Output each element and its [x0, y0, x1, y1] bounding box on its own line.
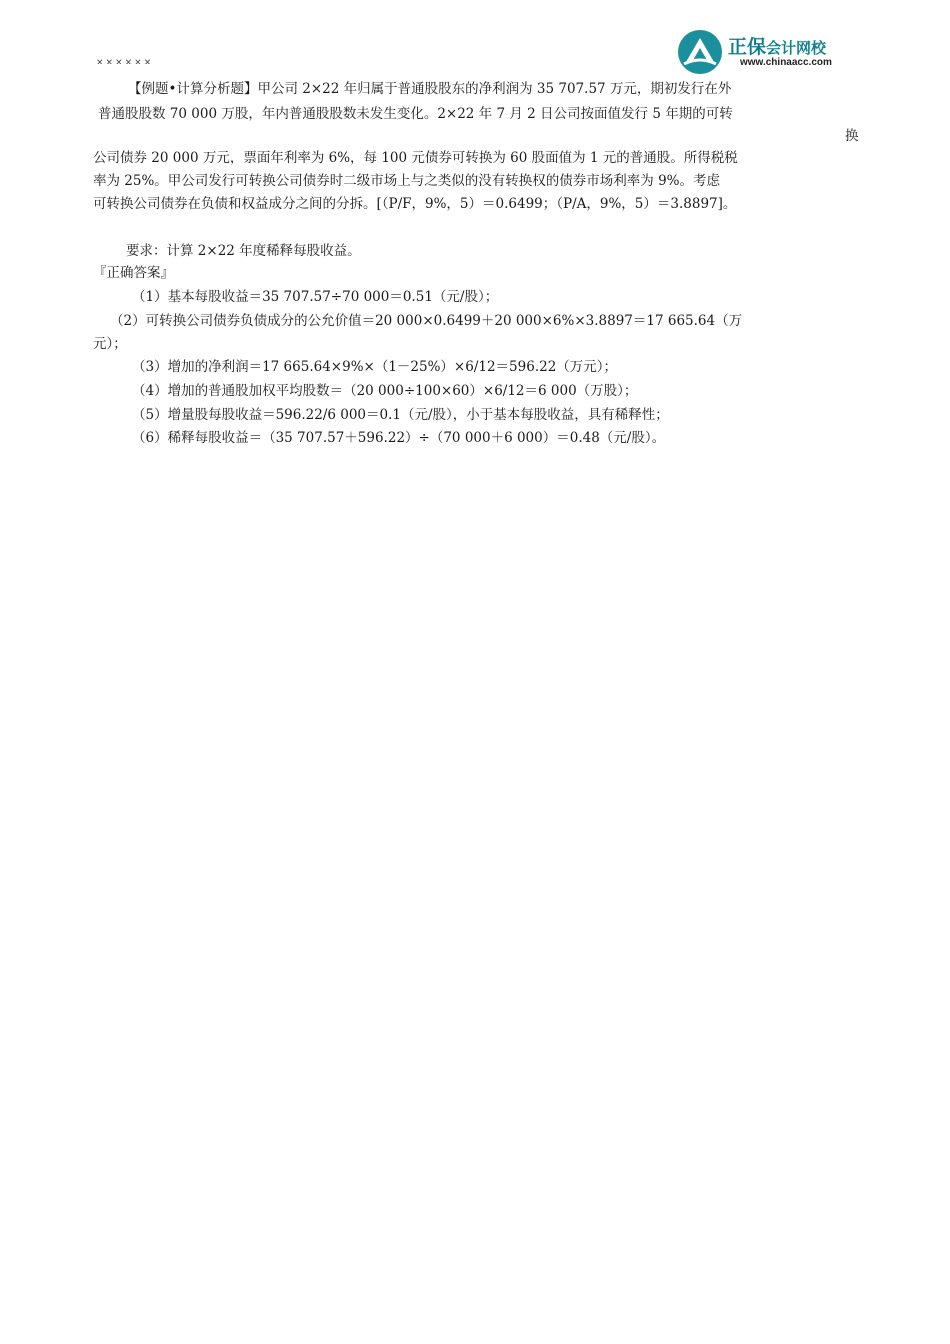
answer-step-5: （5）增量股每股收益＝596.22/6 000＝0.1（元/股），小于基本每股收益，具有稀释性；: [132, 407, 669, 423]
answer-step-6: （6）稀释每股收益＝（35 707.57＋596.22）÷（70 000＋6 000）＝0.48（元/股）。: [132, 430, 666, 446]
answer-step-2: （2）可转换公司债券负债成分的公允价值＝20 000×0.6499＋20 000×6%×3.8897＝17 665.64（万: [110, 313, 743, 329]
answer-step-3: （3）增加的净利润＝17 665.64×9%×（1－25%）×6/12＝596.22（万元）；: [132, 359, 618, 375]
answer-label: 『正确答案』: [93, 265, 174, 281]
question-line-4: 率为 25%。甲公司发行可转换公司债券时二级市场上与之类似的没有转换权的债券市场利率为 9%。考虑: [93, 173, 721, 189]
chinaacc-logo: [676, 28, 876, 76]
logo-emblem-icon: [676, 28, 724, 76]
logo-sub: 会计网校: [766, 39, 827, 57]
logo-brand: 正保: [728, 36, 767, 58]
question-line-1: 【例题•计算分析题】甲公司 2×22 年归属于普通股股东的净利润为 35 707.57 万元，期初发行在外: [128, 81, 732, 97]
answer-step-4: （4）增加的普通股加权平均股数＝（20 000÷100×60）×6/12＝6 000（万股）；: [132, 383, 638, 399]
question-line-2: 普通股股数 70 000 万股，年内普通股股数未发生变化。2×22 年 7 月 2 日公司按面值发行 5 年期的可转: [98, 106, 733, 122]
question-line-5: 可转换公司债券在负债和权益成分之间的分拆。[（P/F，9%，5）＝0.6499；（P/A，9%，5）＝3.8897]。: [93, 196, 737, 212]
question-line-3: 公司债券 20 000 万元，票面年利率为 6%，每 100 元债券可转换为 60 股面值为 1 元的普通股。所得税税: [93, 150, 738, 166]
logo-url: www.chinaacc.com: [740, 57, 832, 68]
logo-brand-text: [728, 32, 826, 59]
header-cut-text: ××××××: [96, 58, 154, 64]
requirement-text: 要求：计算 2×22 年度稀释每股收益。: [126, 243, 361, 259]
answer-step-2-wrap: 元）；: [93, 336, 127, 352]
question-line-2-wrap: 换: [845, 128, 859, 144]
answer-step-1: （1）基本每股收益＝35 707.57÷70 000＝0.51（元/股）；: [132, 289, 499, 305]
